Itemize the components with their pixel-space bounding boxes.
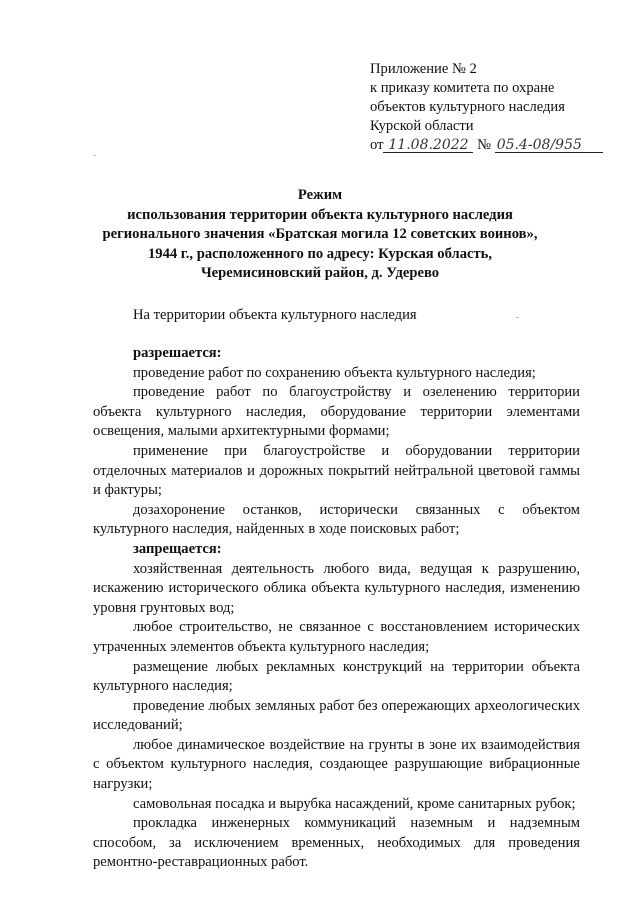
appendix-header [370,60,630,155]
appendix-order-ref: к приказу комитета по охране [370,80,555,96]
handwritten-date: 11.08.2022 [383,138,473,153]
title-line-1: Режим [297,187,343,203]
number-label: № [477,137,492,153]
intro-text: На территории объекта культурного наследия [133,307,417,323]
title-line-3: регионального значения «Братская могила 12 советских воинов», [102,226,538,242]
scan-speck [516,317,519,318]
forbidden-item: самовольная посадка и вырубка насаждений, кроме санитарных рубок; [133,795,576,812]
regime-content [93,344,580,873]
forbidden-item: любое динамическое воздействие на грунты в зоне их взаимодействия с объектом культурного наследия, создающее разрушающие вибрационные нагрузки; [93,736,580,793]
forbidden-item: проведение любых земляных работ без опережающих археологических исследований; [93,697,580,734]
title-line-5: Черемисиновский район, д. Удерево [200,265,440,281]
document-title [80,186,560,284]
allowed-heading: разрешается: [133,345,222,361]
allowed-item: дозахоронение останков, исторически связанных с объектом культурного наследия, найденных в ходе поисковых работ; [93,501,580,538]
title-line-2: использования территории объекта культурного наследия [127,206,513,223]
forbidden-item: любое строительство, не связанное с восстановлением исторических утраченных элементов объекта культурного наследия; [93,619,580,655]
allowed-item: проведение работ по сохранению объекта культурного наследия; [133,364,536,381]
from-label: от [370,137,384,153]
appendix-committee: объектов культурного наследия [370,99,565,115]
appendix-region: Курской области [370,118,474,134]
forbidden-heading: запрещается: [133,540,222,557]
order-date-number-row [370,136,630,155]
appendix-number: Приложение № 2 [370,61,477,77]
forbidden-item: хозяйственная деятельность любого вида, ведущая к разрушению, искажению исторического облика объекта культурного наследия, изменению уровня грунтовых вод; [93,560,580,616]
forbidden-item: размещение любых рекламных конструкций на территории объекта культурного наследия; [93,658,580,695]
allowed-item: проведение работ по благоустройству и озеленению территории объекта культурного наследия, оборудование территории элементами освещения, малыми архитектурными формами; [93,384,580,440]
allowed-item: применение при благоустройстве и оборудовании территории отделочных материалов и дорожных покрытий нейтральной цветовой гаммы и фактуры; [93,442,580,499]
handwritten-order-number: 05.4-08/955 [495,138,603,153]
scan-speck [93,155,96,156]
forbidden-item: прокладка инженерных коммуникаций наземным и надземным способом, за исключением временных, необходимых для проведения ремонтно-реставрационных работ. [93,815,580,871]
title-line-4: 1944 г., расположенного по адресу: Курская область, [147,245,493,262]
